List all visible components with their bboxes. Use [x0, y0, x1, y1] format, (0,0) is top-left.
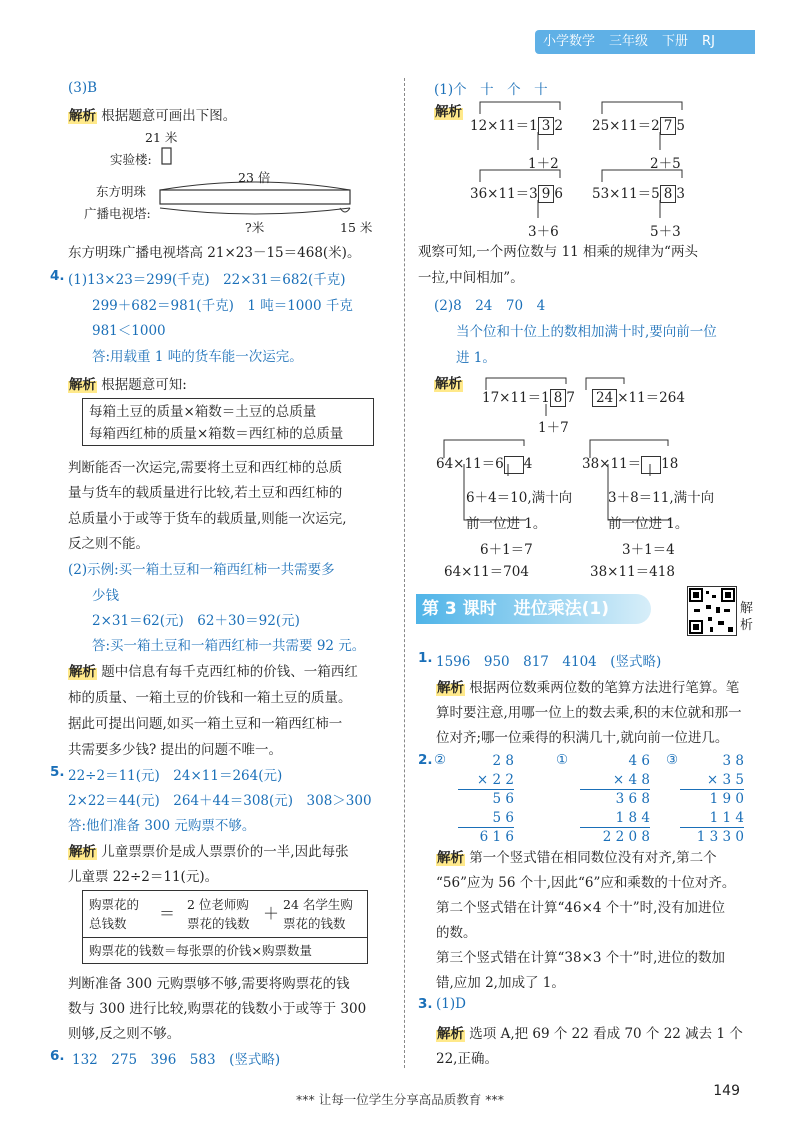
- brace-q: [160, 208, 350, 214]
- b2-a: 购票花的: [89, 897, 140, 912]
- b2-f: 票花的钱数: [283, 916, 346, 931]
- eq-64x11: 64×11＝6 4: [436, 456, 533, 472]
- analysis-text: 第一个竖式错在相同数位没有对齐,第二个: [469, 850, 717, 866]
- analysis-text: 选项 A,把 69 个 22 看成 70 个 22 减去 1 个: [469, 1026, 743, 1042]
- eq-25x11: 25×11＝2 7 5: [592, 118, 685, 134]
- eq-64-result: 64×11＝704: [444, 564, 529, 580]
- s2-line4: 的数。: [436, 925, 477, 941]
- r-note-2: 进 1。: [456, 350, 496, 366]
- eq-17x11-sum: 1＋7: [538, 420, 569, 436]
- eq-38-result: 38×11＝418: [590, 564, 675, 580]
- para-3: 总质量小于或等于货车的载质量,则能一次运完,: [68, 511, 347, 527]
- b2-plus: ＋: [263, 904, 280, 923]
- b2-b: 总钱数: [89, 916, 127, 931]
- analysis-tag: 解析: [434, 372, 463, 392]
- d-lab: 实验楼:: [110, 152, 152, 167]
- para-12: 数与 300 进行比较,购票花的钱数小于或等于 300: [68, 1001, 367, 1017]
- vertical-calc-1: 2 8 × 2 2 5 6 5 6 6 1 6: [458, 752, 514, 847]
- eq-36x11: 36×11＝3 9 6: [470, 186, 563, 202]
- v2-mark: ①: [556, 752, 569, 768]
- d-21m: 21 米: [145, 130, 178, 145]
- q4-line3: 981＜1000: [92, 323, 166, 339]
- eq-53x11-sum: 5＋3: [650, 224, 681, 240]
- s2-line6: 错,应加 2,加成了 1。: [436, 975, 565, 991]
- arrow-diagram-1: [460, 92, 710, 242]
- s2-line5: 第三个竖式错在计算“38×3 个十”时,进位的数加: [436, 950, 725, 966]
- analysis-text: 题中信息有每千克西红柿的价钱、一箱西红: [101, 664, 358, 680]
- eq-38x11: 38×11＝ 18: [582, 456, 679, 472]
- column-divider: [404, 78, 405, 1068]
- q5-line1: 22÷2＝11(元) 24×11＝264(元): [68, 768, 283, 784]
- eq-12x11: 12×11＝1 3 2: [470, 118, 563, 134]
- d-east2: 广播电视塔:: [84, 206, 151, 221]
- v1-mark: ②: [434, 752, 447, 768]
- q4-part2b: 少钱: [92, 588, 119, 604]
- analysis-text: 根据两位数乘两位数的笔算方法进行笔算。笔: [469, 680, 740, 696]
- q4-number: 4.: [50, 268, 65, 284]
- eq-38-note3: 3＋1＝4: [622, 542, 675, 558]
- answer-3b: (3)B: [68, 80, 98, 96]
- s3-number: 3.: [418, 996, 433, 1012]
- eq-25x11-sum: 2＋5: [650, 156, 681, 172]
- footer-slogan: *** 让每一位学生分享高品质教育 ***: [296, 1092, 504, 1107]
- q5-answer: 答:他们准备 300 元购票不够。: [68, 818, 256, 834]
- para-13: 则够,反之则不够。: [68, 1026, 181, 1042]
- s2-line2: “56”应为 56 个十,因此“6”应和乘数的十位对齐。: [436, 875, 736, 891]
- analysis-text: 根据题意可知:: [101, 377, 187, 393]
- arrow-diagram-2: [430, 370, 750, 540]
- formula-1b: 每箱西红柿的质量×箱数＝西红柿的总质量: [89, 426, 344, 442]
- header-grade: 三年级: [609, 34, 649, 49]
- eq-24x11: 24 ×11＝264: [592, 386, 685, 406]
- rule-text-2: 一拉,中间相加”。: [418, 270, 524, 286]
- d-east1: 东方明珠: [96, 184, 147, 199]
- analysis-text: 根据题意可画出下图。: [101, 108, 237, 124]
- q4-calc: 2×31＝62(元) 62＋30＝92(元): [92, 613, 300, 629]
- s3-answer: (1)D: [436, 996, 466, 1012]
- eq-64-note2: 前一位进 1。: [466, 516, 547, 532]
- s1-number: 1.: [418, 650, 433, 666]
- q6-number: 6.: [50, 1048, 65, 1064]
- b2-g: 购票花的钱数＝每张票的价钱×购票数量: [89, 943, 312, 958]
- b2-c: 2 位老师购: [187, 897, 249, 912]
- s2-number: 2.: [418, 752, 433, 768]
- analysis-tag: 解析: [436, 676, 465, 696]
- q4-answer: 答:用载重 1 吨的货车能一次运完。: [92, 349, 303, 365]
- analysis-tag: 解析: [68, 660, 97, 680]
- para-7: 据此可提出问题,如买一箱土豆和一箱西红柿一: [68, 716, 343, 732]
- analysis-text: 儿童票票价是成人票票价的一半,因此每张: [101, 844, 349, 860]
- formula-box-2: [82, 890, 368, 964]
- analysis-tag: 解析: [436, 1022, 465, 1042]
- para-2: 量与货车的载质量进行比较,若土豆和西红柿的: [68, 485, 343, 501]
- analysis-tag: 解析: [68, 373, 97, 393]
- eq-36x11-sum: 3＋6: [528, 224, 559, 240]
- tower-bar: [160, 190, 350, 204]
- d-23: 23 倍: [238, 170, 271, 185]
- para-10: 儿童票 22÷2＝11(元)。: [68, 869, 219, 885]
- rule-text-1: 观察可知,一个两位数与 11 相乘的规律为“两头: [418, 244, 698, 260]
- text-l3: 东方明珠广播电视塔高 21×23－15＝468(米)。: [68, 245, 361, 261]
- r1-header: (1)个 十 个 十: [434, 82, 548, 98]
- para-8: 共需要多少钱? 提出的问题不唯一。: [68, 742, 283, 758]
- lab-bar: [162, 148, 171, 164]
- eq-12x11-sum: 1＋2: [528, 156, 559, 172]
- lesson-title-banner: 第 3 课时 进位乘法(1): [416, 594, 651, 624]
- vertical-calc-2: 4 6 × 4 8 3 6 8 1 8 4 2 2 0 8: [580, 752, 650, 847]
- qr-label-2: 析: [740, 618, 754, 633]
- v3-mark: ③: [666, 752, 679, 768]
- page-number: 149: [713, 1083, 740, 1099]
- s1-line2: 算时要注意,用哪一位上的数去乘,积的末位就和那一: [436, 705, 742, 721]
- b2-d: 票花的钱数: [187, 916, 250, 931]
- header-edition: RJ: [702, 34, 715, 49]
- para-11: 判断准备 300 元购票够不够,需要将购票花的钱: [68, 976, 350, 992]
- s1-line3: 位对齐;哪一位乘得的积满几十,就向前一位进几。: [436, 730, 729, 746]
- s2-line3: 第二个竖式错在计算“46×4 个十”时,没有加进位: [436, 900, 725, 916]
- q6-answer: 132 275 396 583 (竖式略): [72, 1052, 281, 1068]
- s3-line2: 22,正确。: [436, 1051, 498, 1067]
- s1-answer: 1596 950 817 4104 (竖式略): [436, 654, 662, 670]
- eq-64-note1: 6＋4＝10,满十向: [466, 490, 573, 506]
- r-note-1: 当个位和十位上的数相加满十时,要向前一位: [456, 324, 717, 340]
- q5-number: 5.: [50, 764, 65, 780]
- r-answer-2: (2)8 24 70 4: [434, 298, 546, 314]
- vertical-calc-3: 3 8 × 3 5 1 9 0 1 1 4 1 3 3 0: [680, 752, 744, 847]
- q4-line2: 299＋682＝981(千克) 1 吨＝1000 千克: [92, 298, 353, 314]
- q4-answer2: 答:买一箱土豆和一箱西红柿一共需要 92 元。: [92, 638, 366, 654]
- b2-e: 24 名学生购: [283, 897, 353, 912]
- formula-1a: 每箱土豆的质量×箱数＝土豆的总质量: [89, 404, 317, 420]
- formula-box-1: [82, 398, 374, 446]
- eq-53x11: 53×11＝5 8 3: [592, 186, 685, 202]
- analysis-tag: 解析: [68, 104, 97, 124]
- qr-code-icon[interactable]: [687, 586, 737, 636]
- analysis-tag: 解析: [68, 840, 97, 860]
- eq-64-note3: 6＋1＝7: [480, 542, 533, 558]
- eq-38-note2: 前一位进 1。: [608, 516, 689, 532]
- q4-line1: (1)13×23＝299(千克) 22×31＝682(千克): [68, 272, 346, 288]
- d-q: ?米: [245, 220, 265, 235]
- header-bar: [535, 30, 755, 54]
- b2-eq: ＝: [159, 904, 176, 923]
- header-book: 下册: [662, 34, 689, 49]
- para-1: 判断能否一次运完,需要将土豆和西红柿的总质: [68, 460, 343, 476]
- analysis-tag: 解析: [436, 846, 465, 866]
- qr-label-1: 解: [740, 601, 754, 616]
- q4-part2: (2)示例:买一箱土豆和一箱西红柿一共需要多: [68, 562, 335, 578]
- header-subject: 小学数学: [543, 34, 596, 49]
- analysis-tag: 解析: [434, 100, 463, 120]
- eq-38-note1: 3＋8＝11,满十向: [608, 490, 715, 506]
- para-6: 柿的质量、一箱土豆的价钱和一箱土豆的质量。: [68, 690, 352, 706]
- para-4: 反之则不能。: [68, 536, 149, 552]
- eq-17x11: 17×11＝1 8 7: [482, 390, 575, 406]
- d-15: 15 米: [340, 220, 373, 235]
- q5-line2: 2×22＝44(元) 264＋44＝308(元) 308＞300: [68, 793, 372, 809]
